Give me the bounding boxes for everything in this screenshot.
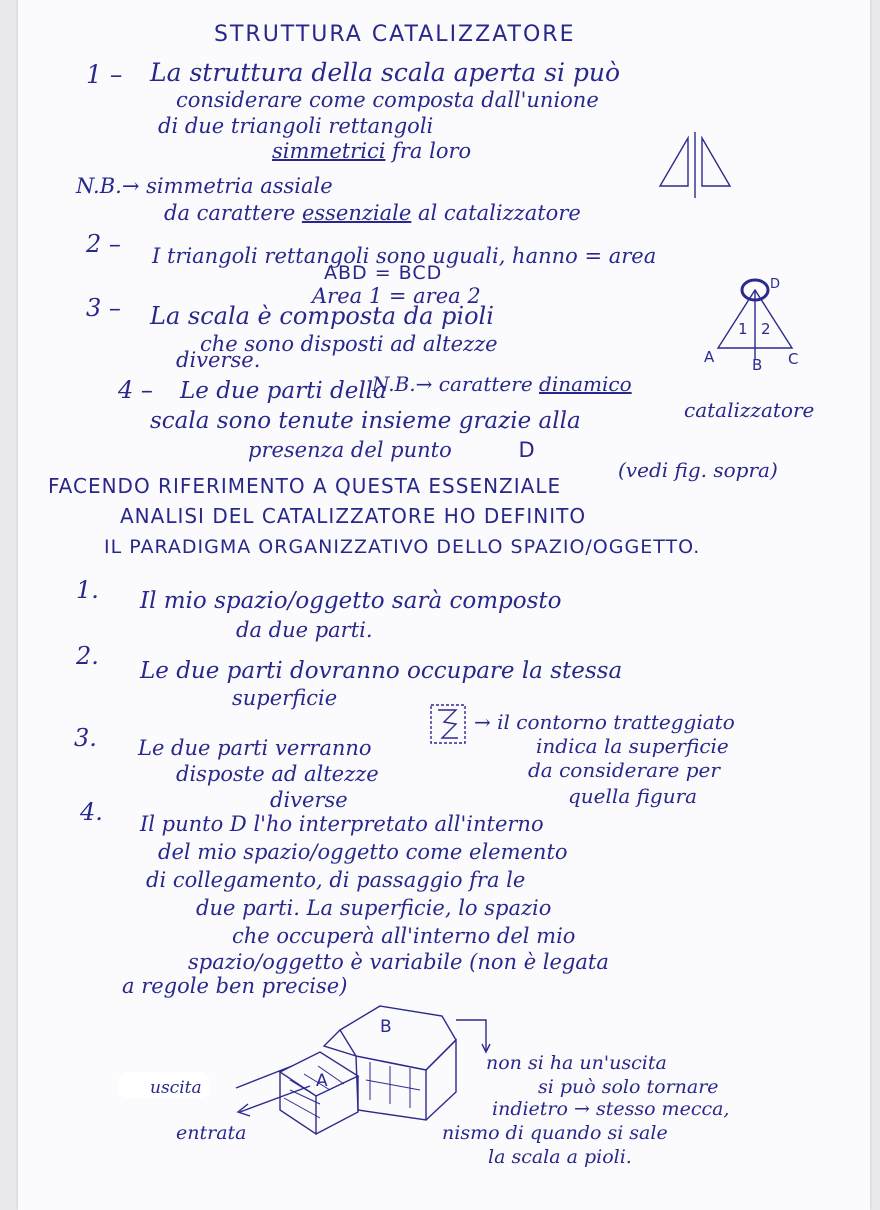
box-b-side [426, 1040, 456, 1120]
nb-simmetria-line-2 [164, 203, 581, 224]
item-3-number: 3. [74, 724, 97, 752]
point-3-line-3: diverse. [176, 348, 261, 372]
point-2-number: 2 – [86, 230, 121, 258]
box-b-hatching [366, 1062, 420, 1108]
point-1-number: 1 – [86, 60, 123, 89]
exit-arrow-line [236, 1066, 292, 1088]
nb-line-2-end: al catalizzatore [411, 201, 581, 225]
box-b-front [356, 1056, 426, 1120]
item-4-line-7: a regole ben precise) [122, 974, 348, 998]
item-4-line-4: due parti. La superficie, lo spazio [196, 896, 552, 920]
item-4-line-5: che occuperà all'interno del mio [232, 924, 576, 948]
nb-dinamico-start: N.B.→ carattere [372, 372, 540, 396]
item-4-line-1: Il punto D l'ho interpretato all'interno [140, 812, 544, 836]
item-1-number: 1. [76, 576, 99, 604]
point-1-line-4-rest: fra loro [385, 139, 472, 163]
point-1-line-4 [272, 141, 471, 162]
point-3-line-1: La scala è composta da pioli [150, 302, 494, 330]
label-c: C [788, 350, 799, 368]
bottom-note-line-5: la scala a pioli. [488, 1146, 632, 1168]
item-1-line-1: Il mio spazio/oggetto sarà composto [140, 588, 562, 614]
entry-arrow-line [240, 1086, 310, 1112]
point-2-line-1: I triangoli rettangoli sono uguali, hanno = area [152, 244, 657, 268]
label-area-2: 2 [761, 320, 771, 338]
nb-line-2-start: da carattere [164, 201, 302, 225]
heading-line-2: ANALISI DEL CATALIZZATORE HO DEFINITO [120, 504, 587, 528]
keyword-essenziale: essenziale [301, 201, 412, 225]
item-4-number: 4. [80, 798, 103, 826]
point-1-line-3: di due triangoli rettangoli [158, 114, 434, 138]
point-3-line-2: che sono disposti ad altezze [200, 332, 498, 356]
point-d-label: D [518, 438, 536, 462]
item-3-line-1: Le due parti verranno [138, 736, 372, 760]
label-area-1: 1 [738, 320, 748, 338]
bottom-note-line-1: non si ha un'uscita [486, 1052, 667, 1074]
dashed-contour [431, 705, 465, 743]
item-3-line-3: diverse [270, 788, 348, 812]
right-triangle-shape [702, 138, 730, 186]
mirrored-triangles-figure [650, 132, 740, 202]
point-4-number: 4 – [118, 376, 153, 404]
hatch-note-line-1: → il contorno tratteggiato [474, 710, 735, 734]
uscita-label: uscita [150, 1078, 202, 1098]
box-a-front [280, 1072, 316, 1134]
point-4-line-2: scala sono tenute insieme grazie alla [150, 408, 581, 434]
keyword-simmetrici: simmetrici [272, 139, 386, 163]
point-4-line-3 [248, 440, 536, 461]
hatch-note-line-4: quella figura [568, 784, 698, 808]
bottom-note-line-3: indietro → stesso mecca, [492, 1098, 730, 1120]
point-4-line-3-text: presenza del punto [248, 438, 452, 462]
connector-edge [324, 1030, 356, 1056]
item-2-number: 2. [76, 642, 99, 670]
item-4-line-6: spazio/oggetto è variabile (non è legata [188, 950, 609, 974]
label-box-a: A [316, 1071, 328, 1091]
dashed-outline-figure [428, 702, 468, 746]
heading-line-1: FACENDO RIFERIMENTO A QUESTA ESSENZIALE [48, 474, 562, 498]
point-1-line-1: La struttura della scala aperta si può [150, 58, 621, 87]
hatch-note-line-3: da considerare per [528, 758, 720, 782]
point-3-nb-catalizzatore: catalizzatore [684, 398, 815, 422]
label-b: B [752, 356, 763, 374]
item-3-line-2: disposte ad altezze [176, 762, 379, 786]
bottom-note-line-4: nismo di quando si sale [442, 1122, 668, 1144]
heading-line-3: IL PARADIGMA ORGANIZZATIVO DELLO SPAZIO/OGGETTO. [104, 536, 701, 558]
item-4-line-2: del mio spazio/oggetto come elemento [158, 840, 568, 864]
keyword-dinamico: dinamico [539, 372, 632, 396]
label-box-b: B [380, 1017, 392, 1037]
point-4-line-1: Le due parti della [180, 378, 387, 404]
box-b-top [340, 1006, 456, 1070]
point-3-number: 3 – [86, 294, 121, 322]
point-2-line-2: ABD = BCD [324, 262, 443, 284]
bottom-note-line-2: si può solo tornare [538, 1076, 719, 1098]
point-1-line-2: considerare come composta dall'unione [176, 88, 599, 112]
label-d: D [770, 277, 781, 292]
point-4-see-figure: (vedi fig. sopra) [618, 458, 778, 482]
entrata-label: entrata [176, 1122, 247, 1144]
nb-simmetria-line-1: N.B.→ simmetria assiale [76, 174, 333, 198]
label-a: A [704, 348, 715, 366]
point-3-nb [372, 374, 632, 394]
page-title: STRUTTURA CATALIZZATORE [214, 22, 576, 47]
item-2-line-2: superficie [232, 686, 338, 710]
item-2-line-1: Le due parti dovranno occupare la stessa [140, 658, 623, 684]
zigzag-shape [438, 710, 458, 738]
item-1-line-2: da due parti. [236, 618, 373, 642]
exit-pointer [456, 1020, 486, 1050]
triangle-abcd-figure [700, 276, 810, 376]
hatch-note-line-2: indica la superficie [536, 734, 729, 758]
point-2-line-3: Area 1 = area 2 [312, 284, 481, 308]
left-triangle-shape [660, 138, 688, 186]
item-4-line-3: di collegamento, di passaggio fra le [146, 868, 526, 892]
